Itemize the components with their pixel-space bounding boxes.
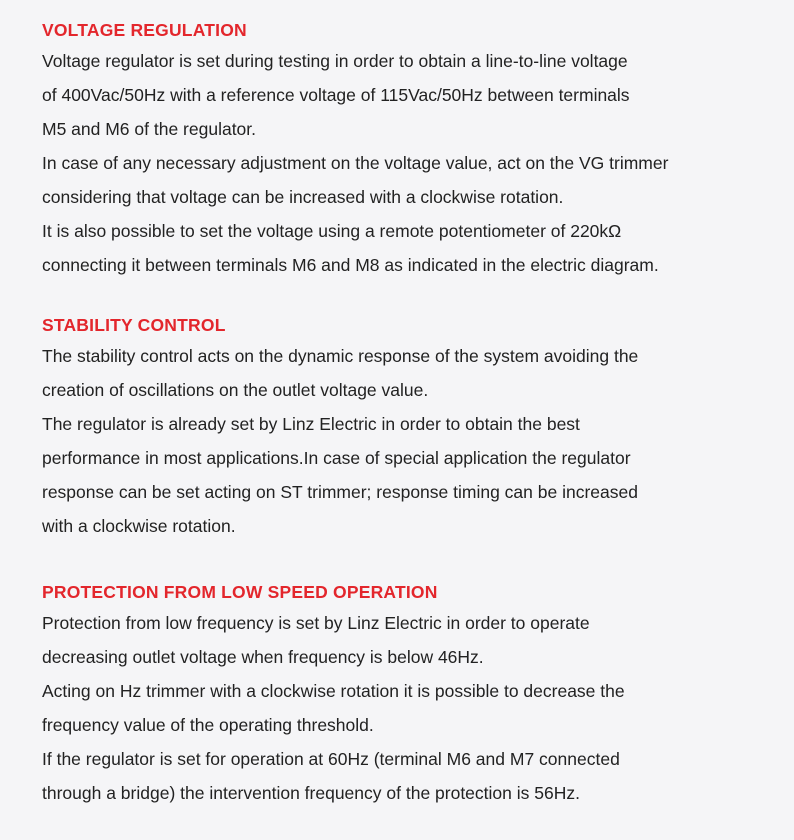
paragraph-line: connecting it between terminals M6 and M8 as indicated in the electric diagram.	[42, 255, 659, 275]
section-body	[42, 606, 774, 810]
paragraph-line: through a bridge) the intervention frequency of the protection is 56Hz.	[42, 783, 580, 803]
section-stability-control	[42, 282, 774, 543]
section-body	[42, 339, 774, 543]
section-heading: PROTECTION FROM LOW SPEED OPERATION	[42, 582, 438, 602]
paragraph-line: Acting on Hz trimmer with a clockwise rotation it is possible to decrease the	[42, 681, 625, 701]
section-body	[42, 44, 774, 282]
paragraph-line: response can be set acting on ST trimmer; response timing can be increased	[42, 482, 638, 502]
section-heading: VOLTAGE REGULATION	[42, 20, 247, 40]
paragraph-line: decreasing outlet voltage when frequency is below 46Hz.	[42, 647, 484, 667]
paragraph-line: frequency value of the operating threshold.	[42, 715, 374, 735]
paragraph-line: In case of any necessary adjustment on the voltage value, act on the VG trimmer	[42, 153, 669, 173]
paragraph-line: with a clockwise rotation.	[42, 516, 236, 536]
paragraph-line: If the regulator is set for operation at 60Hz (terminal M6 and M7 connected	[42, 749, 620, 769]
paragraph-line: creation of oscillations on the outlet voltage value.	[42, 380, 429, 400]
paragraph-line: of 400Vac/50Hz with a reference voltage of 115Vac/50Hz between terminals	[42, 85, 630, 105]
section-heading: STABILITY CONTROL	[42, 315, 226, 335]
paragraph-line: The regulator is already set by Linz Electric in order to obtain the best	[42, 414, 580, 434]
paragraph-line: M5 and M6 of the regulator.	[42, 119, 257, 139]
paragraph-line: Protection from low frequency is set by Linz Electric in order to operate	[42, 613, 590, 633]
section-protection-low-speed	[42, 543, 774, 810]
paragraph-line: performance in most applications.In case of special application the regulator	[42, 448, 631, 468]
section-voltage-regulation	[42, 0, 774, 282]
paragraph-line: Voltage regulator is set during testing in order to obtain a line-to-line voltage	[42, 51, 628, 71]
paragraph-line: considering that voltage can be increased with a clockwise rotation.	[42, 187, 564, 207]
paragraph-line: The stability control acts on the dynamic response of the system avoiding the	[42, 346, 639, 366]
paragraph-line: It is also possible to set the voltage using a remote potentiometer of 220kΩ	[42, 221, 622, 241]
